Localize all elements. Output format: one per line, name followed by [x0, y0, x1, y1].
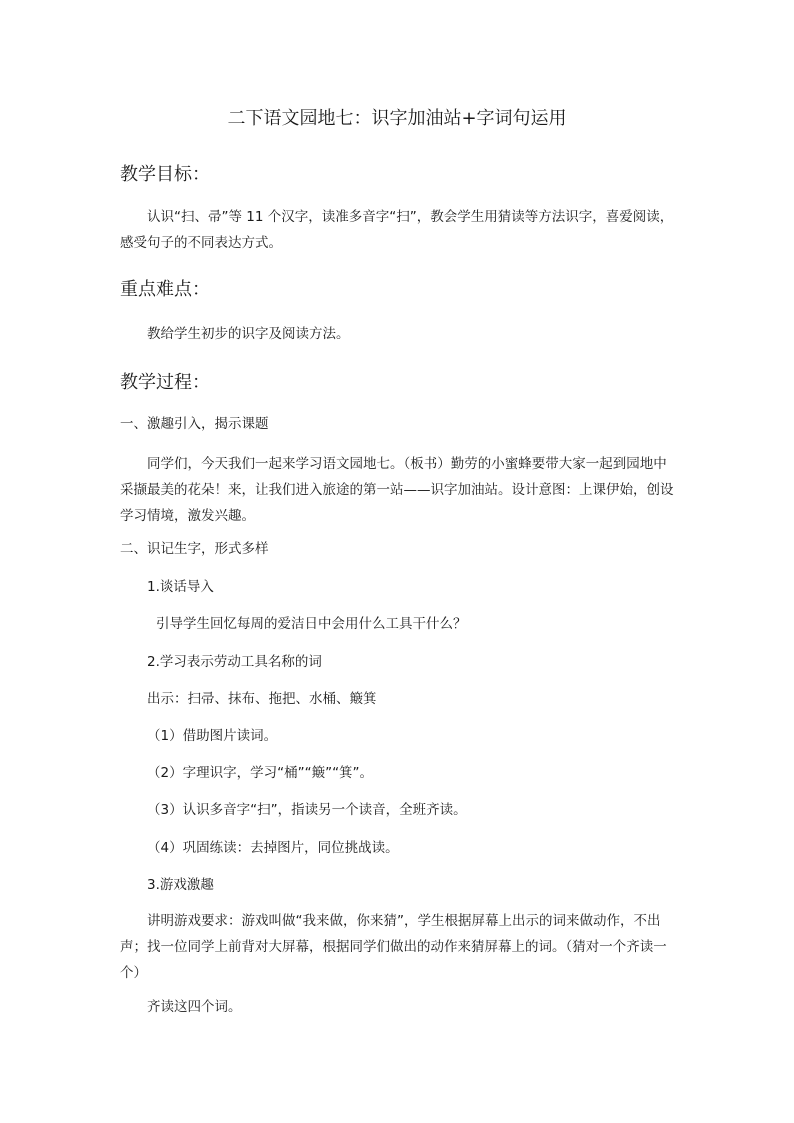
step2-item-3: （3）认识多音字“扫”，指读另一个读音，全班齐读。 [147, 802, 467, 818]
step1-text: 引导学生回忆每周的爱洁日中会用什么工具干什么？ [156, 616, 467, 632]
step2-item-2: （2）字理识字，学习“桶”“簸”“箕”。 [147, 765, 374, 781]
step2-title: 2.学习表示劳动工具名称的词 [147, 654, 322, 670]
goals-text: 认识“扫、帚”等 11 个汉字，读准多音字“扫”，教会学生用猜读等方法识字，喜爱阅读，感受句子的不同表达方式。 [120, 209, 674, 251]
document-title: 二下语文园地七：识字加油站+字词句运用 [227, 108, 567, 129]
process-heading: 教学过程： [120, 372, 210, 393]
part1-title: 一、激趣引入，揭示课题 [120, 416, 269, 432]
step3-text: 讲明游戏要求：游戏叫做“我来做，你来猜”，学生根据屏幕上出示的词来做动作，不出声；找一位同学上前背对大屏幕，根据同学们做出的动作来猜屏幕上的词。（猜对一个齐读一个） [120, 913, 667, 981]
step2-item-1: （1）借助图片读词。 [147, 728, 278, 744]
key-points-heading: 重点难点： [120, 279, 210, 300]
part2-title: 二、识记生字，形式多样 [120, 541, 269, 557]
part1-text: 同学们，今天我们一起来学习语文园地七。（板书）勤劳的小蜜蜂要带大家一起到园地中采撷最美的花朵！来，让我们进入旅途的第一站——识字加油站。设计意图：上课伊始，创设学习情境，激发兴趣。 [120, 456, 674, 524]
step3-title: 3.游戏激趣 [147, 877, 214, 893]
step1-title: 1.谈话导入 [147, 579, 214, 595]
step2-item-4: （4）巩固练读：去掉图片，同位挑战读。 [147, 840, 399, 856]
goals-heading: 教学目标： [120, 164, 210, 185]
step2-show: 出示：扫帚、抹布、拖把、水桶、簸箕 [147, 691, 377, 707]
step3-end: 齐读这四个词。 [147, 999, 242, 1015]
key-points-text: 教给学生初步的识字及阅读方法。 [147, 326, 350, 342]
